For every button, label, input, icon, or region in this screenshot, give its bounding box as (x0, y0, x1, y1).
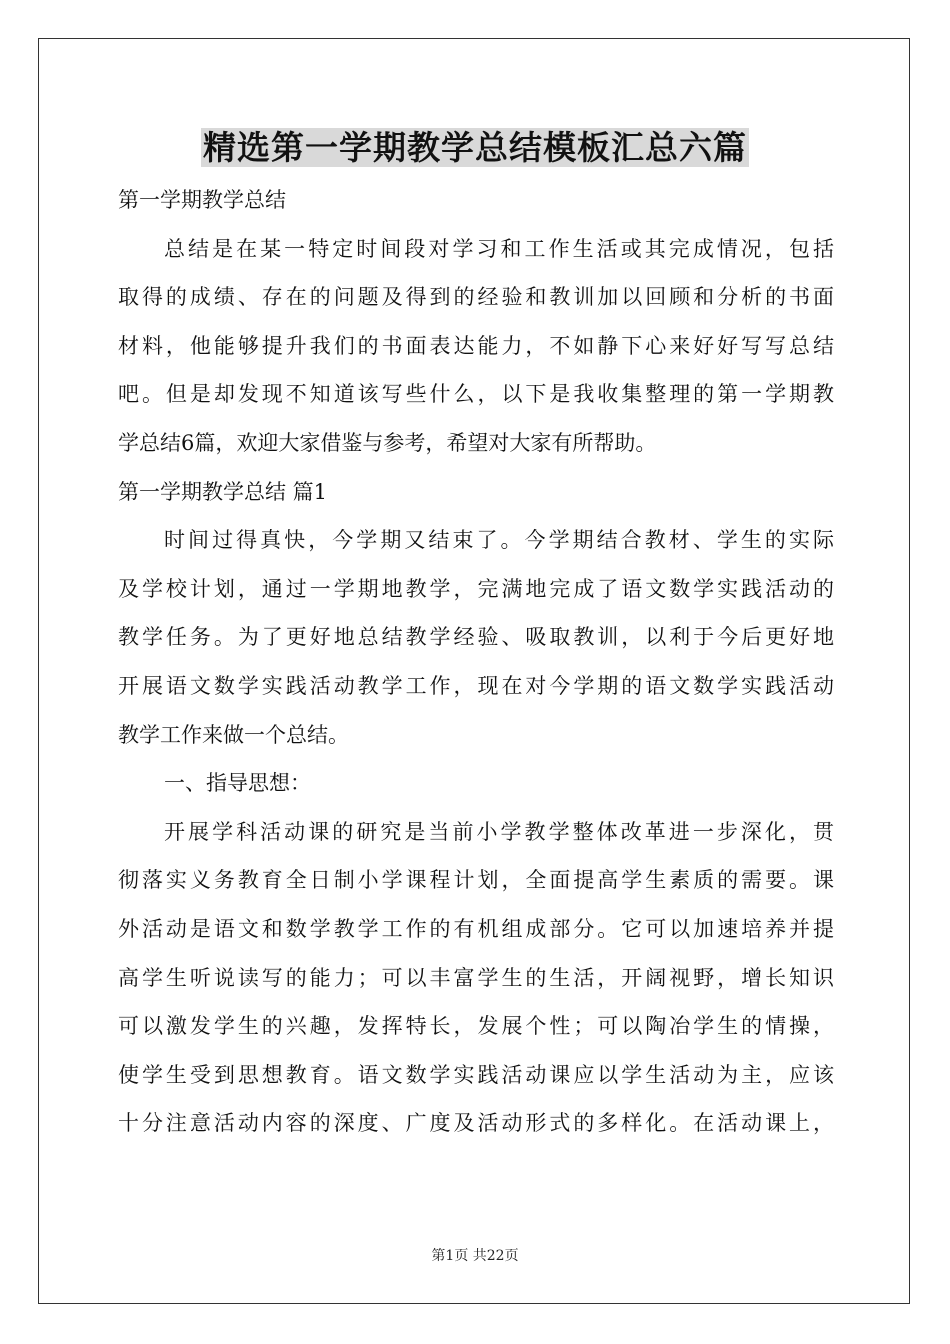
paragraph-line: 吧。但是却发现不知道该写些什么，以下是我收集整理的第一学期教 (118, 382, 834, 407)
paragraph-line: 取得的成绩、存在的问题及得到的经验和教训加以回顾和分析的书面 (118, 285, 834, 310)
paragraph-line: 开展学科活动课的研究是当前小学教学整体改革进一步深化，贯 (164, 819, 834, 844)
document-title (0, 126, 950, 170)
paragraph-line: 总结是在某一特定时间段对学习和工作生活或其完成情况，包括 (164, 236, 834, 261)
paragraph-line: 及学校计划，通过一学期地教学，完满地完成了语文数学实践活动的 (118, 576, 834, 601)
document-title-text: 精选第一学期教学总结模板汇总六篇 (203, 128, 747, 167)
paragraph-line: 开展语文数学实践活动教学工作，现在对今学期的语文数学实践活动 (118, 673, 834, 698)
paragraph-line: 教学工作来做一个总结。 (118, 722, 349, 747)
paragraph-line: 学总结6篇，欢迎大家借鉴与参考，希望对大家有所帮助。 (118, 430, 657, 455)
document-body (118, 176, 834, 1148)
paragraph-line: 彻落实义务教育全日制小学课程计划，全面提高学生素质的需要。课 (118, 868, 834, 893)
paragraph-line: 时间过得真快，今学期又结束了。今学期结合教材、学生的实际 (164, 528, 834, 553)
paragraph-line: 材料，他能够提升我们的书面表达能力，不如静下心来好好写写总结 (118, 333, 834, 358)
section-heading: 第一学期教学总结 (118, 188, 286, 212)
page-footer: 第1页 共22页 (431, 1248, 519, 1264)
section-heading: 第一学期教学总结 篇1 (118, 479, 328, 504)
paragraph-line: 教学任务。为了更好地总结教学经验、吸取教训，以利于今后更好地 (118, 625, 834, 650)
subsection-heading: 一、指导思想： (164, 771, 311, 796)
paragraph-line: 外活动是语文和数学教学工作的有机组成部分。它可以加速培养并提 (118, 916, 834, 941)
paragraph-line: 十分注意活动内容的深度、广度及活动形式的多样化。在活动课上， (118, 1111, 834, 1136)
paragraph-line: 可以激发学生的兴趣，发挥特长，发展个性；可以陶冶学生的情操， (118, 1014, 834, 1039)
paragraph-line: 使学生受到思想教育。语文数学实践活动课应以学生活动为主，应该 (118, 1062, 834, 1087)
paragraph-line: 高学生听说读写的能力；可以丰富学生的生活，开阔视野，增长知识 (118, 965, 834, 990)
